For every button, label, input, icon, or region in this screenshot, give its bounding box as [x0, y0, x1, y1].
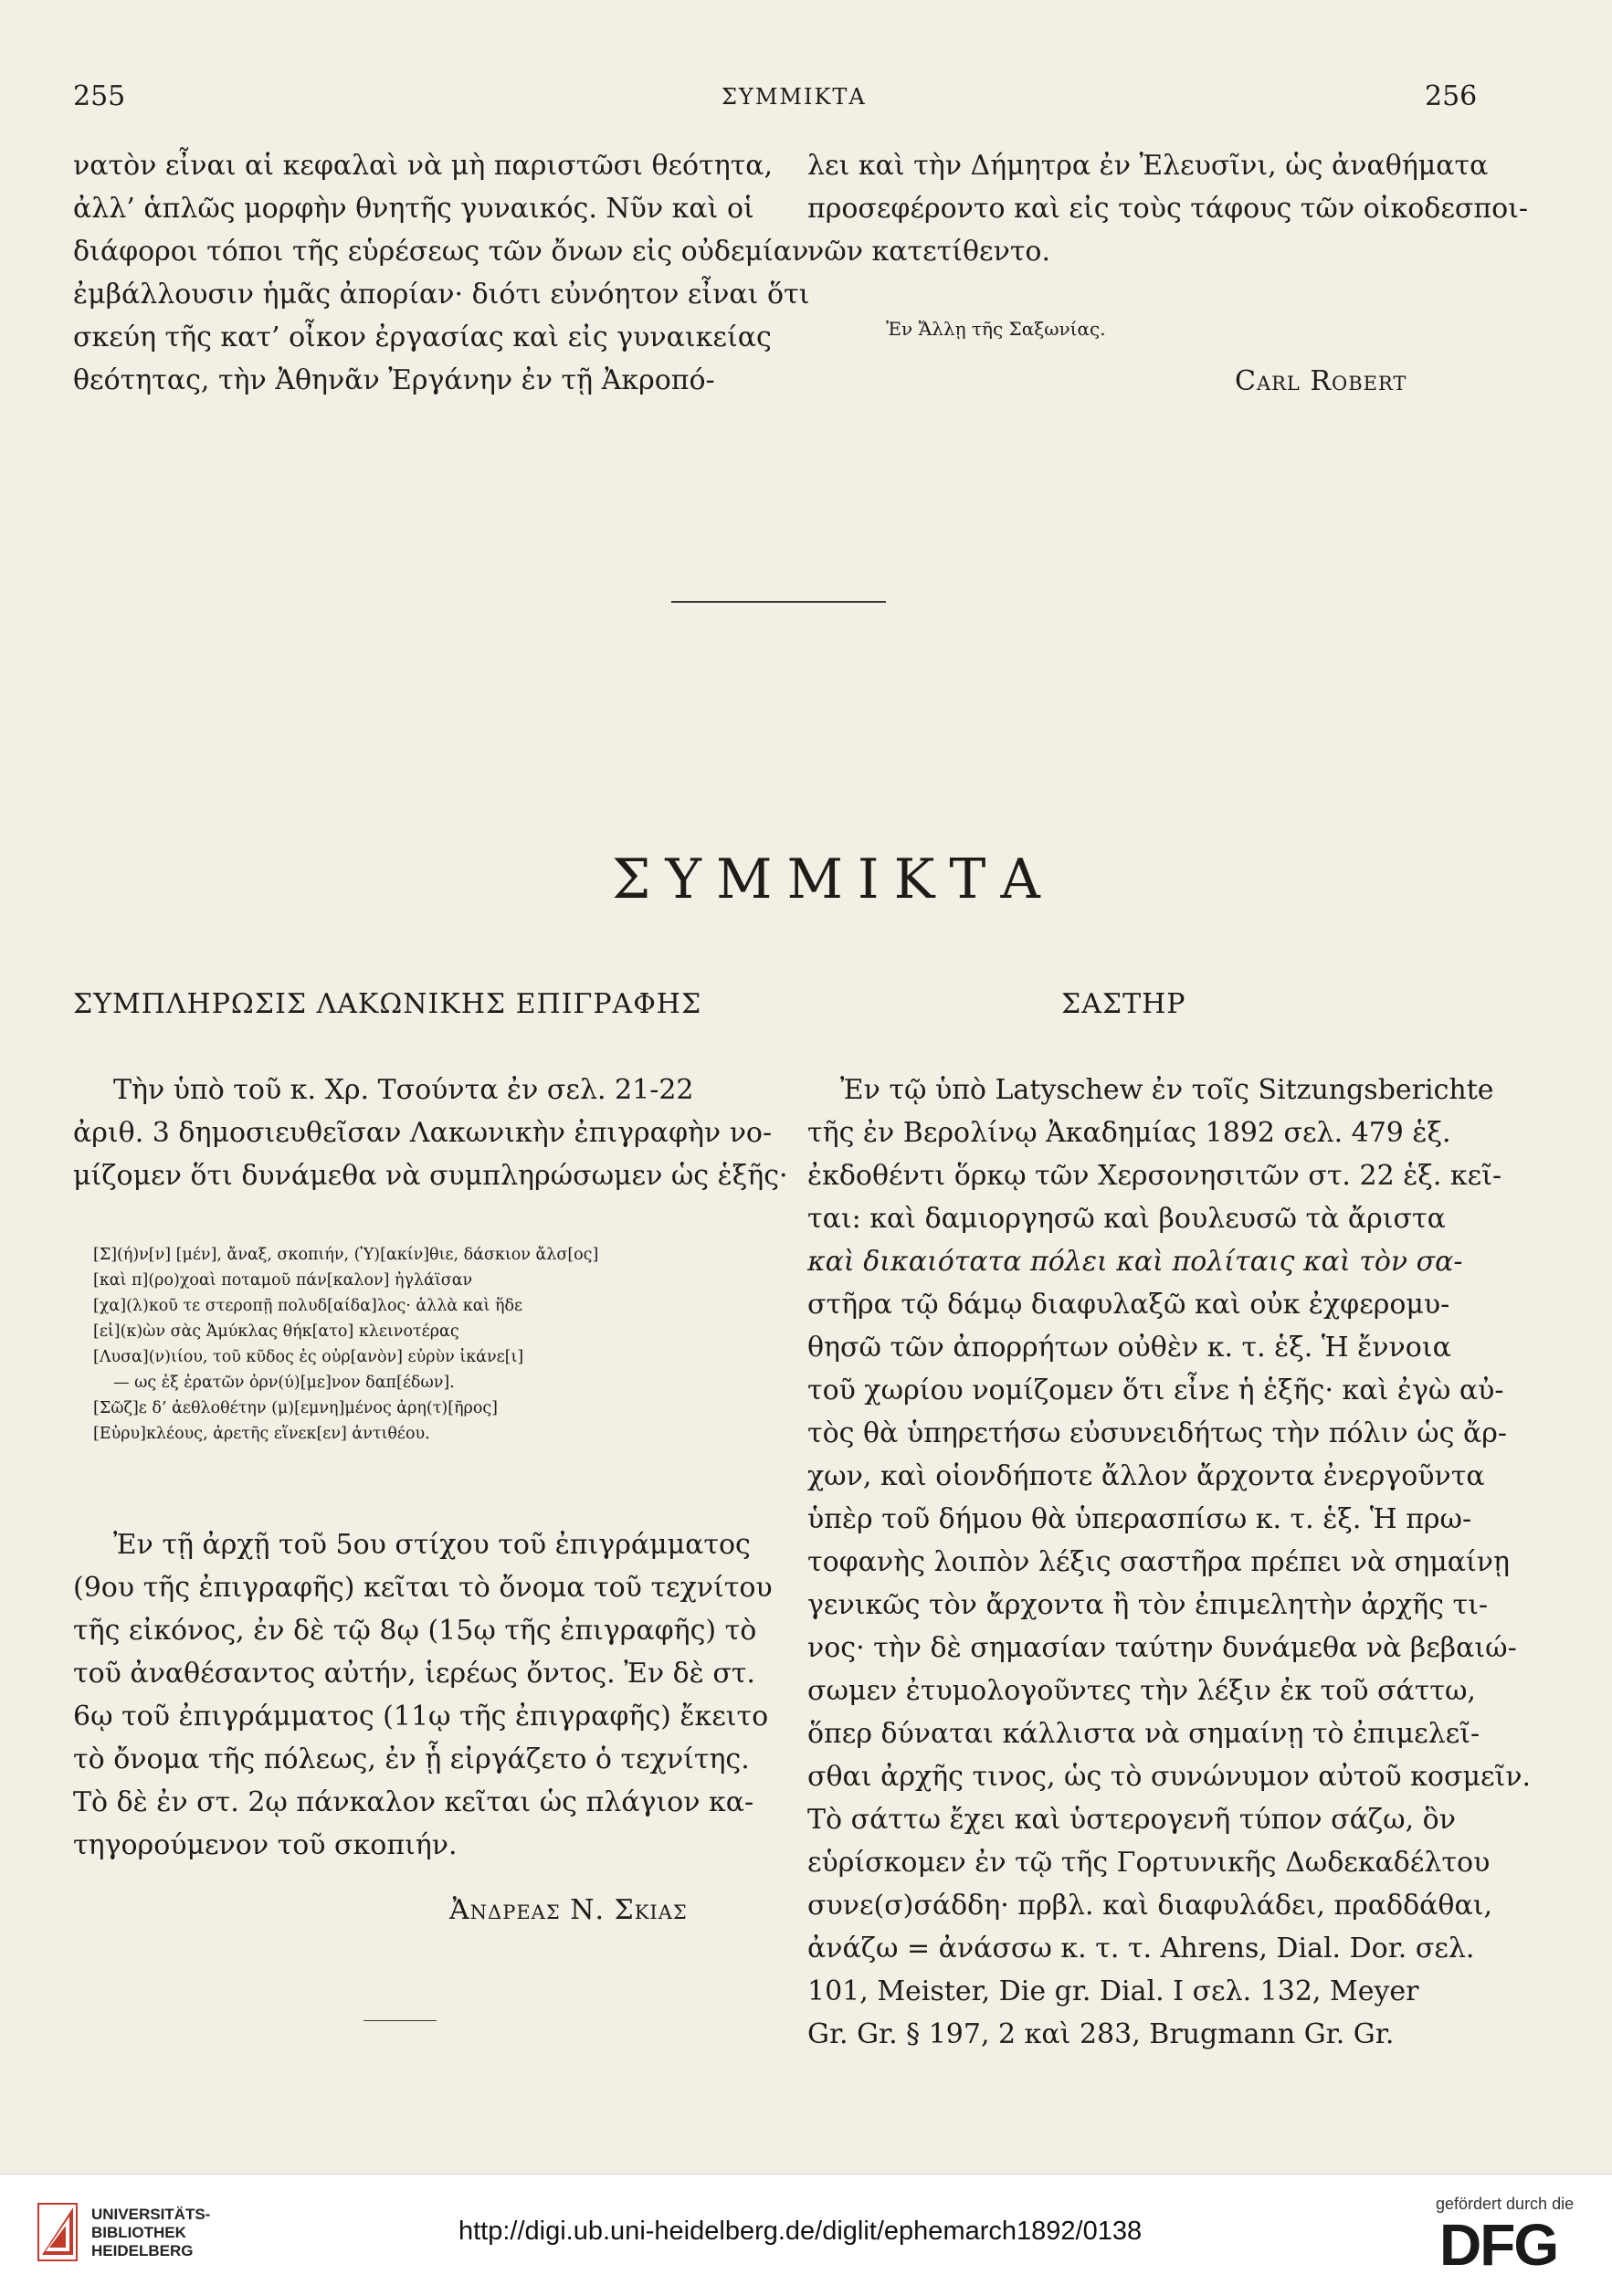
inscription-line: [χα](λ)κοῦ τε στεροπῇ πολυδ[αίδα]λος· ἀλλὰ καὶ ἥδε	[93, 1297, 523, 1315]
library-name-line: UNIVERSITÄTS-	[91, 2206, 211, 2223]
end-rule	[363, 2020, 437, 2021]
text-line: σωμεν ἐτυμολογοῦντες τὴν λέξιν ἐκ τοῦ σάττω,	[807, 1675, 1476, 1707]
text-line: τοφανὴς λοιπὸν λέξις σαστῆρα πρέπει νὰ σημαίνῃ	[807, 1546, 1510, 1578]
text-line: ἐκδοθέντι ὅρκῳ τῶν Χερσονησιτῶν στ. 22 ἑξ. κεῖ-	[807, 1160, 1502, 1192]
inscription-line: [Σῶζ]ε δ’ ἀεθλοθέτην (μ)[εμνη]μένος ἀρη(τ)[ῆρος]	[93, 1399, 499, 1417]
text-line: μίζομεν ὅτι δυνάμεθα νὰ συμπληρώσωμεν ὡς ἑξῆς·	[73, 1160, 788, 1192]
inscription-line: — ως ἐξ ἐρατῶν ὀρν(ύ)[με]νον δαπ[έδων].	[113, 1374, 455, 1392]
text-line: εὑρίσκομεν ἐν τῷ τῆς Γορτυνικῆς Δωδεκαδέλτου	[807, 1847, 1491, 1879]
text-line: συνε(σ)σάδδη· πρβλ. καὶ διαφυλάδει, πραδδάθαι,	[807, 1890, 1493, 1922]
signature-skias: Ἀνδρεας Ν. Σκιας	[449, 1894, 688, 1926]
text-line: νος· τὴν δὲ σημασίαν ταύτην δυνάμεθα νὰ βεβαιώ-	[807, 1632, 1517, 1664]
text-line: γενικῶς τὸν ἄρχοντα ἢ τὸν ἐπιμελητὴν ἀρχῆς τι-	[807, 1589, 1488, 1621]
right-article-body	[807, 1069, 1532, 2056]
digitization-footer	[0, 2174, 1612, 2296]
text-line: Τὴν ὑπὸ τοῦ κ. Χρ. Τσούντα ἐν σελ. 21-22	[113, 1074, 694, 1106]
signature-carl-robert: Carl Robert	[1235, 365, 1407, 397]
text-line: ἀριθ. 3 δημοσιευθεῖσαν Λακωνικὴν ἐπιγραφὴν νο-	[73, 1117, 773, 1149]
text-line: τῆς ἐν Βερολίνῳ Ἀκαδημίας 1892 σελ. 479 ἑξ.	[807, 1117, 1451, 1149]
ub-logo-icon	[37, 2200, 79, 2264]
text-line: θησῶ τῶν ἀπορρήτων οὐθὲν κ. τ. ἑξ. Ἡ ἔννοια	[807, 1332, 1451, 1364]
left-article-intro	[73, 1069, 788, 1197]
text-line: τοῦ ἀναθέσαντος αὐτήν, ἱερέως ὄντος. Ἐν δὲ στ.	[73, 1658, 755, 1690]
library-name-line: HEIDELBERG	[91, 2242, 194, 2259]
inscription-line: [εἰ](κ)ὼν σὰς Ἀμύκλας θήκ[ατο] κλεινοτέρας	[93, 1322, 459, 1341]
text-line: ὑπὲρ τοῦ δήμου θὰ ὑπερασπίσω κ. τ. ἑξ. Ἡ πρω-	[807, 1503, 1472, 1535]
left-article-body	[73, 1523, 773, 1867]
section-divider	[671, 601, 886, 603]
text-line: νῶν κατετίθεντο.	[807, 236, 1051, 268]
text-line: σκεύη τῆς κατ’ οἶκον ἐργασίας καὶ εἰς γυναικείας	[73, 321, 772, 353]
funded-by-label: gefördert durch die	[1436, 2195, 1575, 2213]
inscription-line: [Εὐρυ]κλέους, ἀρετῆς εἵνεκ[εν] ἀντιθέου.	[93, 1425, 430, 1443]
inscription-line: [Λυσα](ν)ιίου, τοῦ κῦδος ἐς οὐρ[ανὸν] εὐρὺν ἱκάνε[ι]	[93, 1348, 524, 1366]
text-line: σθαι ἀρχῆς τινος, ὡς τὸ συνώνυμον αὐτοῦ κοσμεῖν.	[807, 1761, 1532, 1793]
text-line: τῆς εἰκόνος, ἐν δὲ τῷ 8ῳ (15ῳ τῆς ἐπιγραφῆς) τὸ	[73, 1615, 757, 1647]
text-line: τὸ ὄνομα τῆς πόλεως, ἐν ᾗ εἰργάζετο ὁ τεχνίτης.	[73, 1743, 750, 1775]
right-article-heading: ΣΑΣΤΗΡ	[1061, 988, 1186, 1020]
page-number-left: 255	[73, 80, 126, 112]
inscription-block	[93, 1242, 598, 1447]
running-title: ΣΥΜΜΙΚΤΑ	[722, 84, 867, 110]
text-line: τηγορούμενον τοῦ σκοπιήν.	[73, 1829, 458, 1861]
footnote-place: Ἐν Ἄλλῃ τῆς Σαξωνίας.	[886, 318, 1106, 340]
text-line: Ἐν τῇ ἀρχῇ τοῦ 5ου στίχου τοῦ ἐπιγράμματος	[113, 1529, 751, 1561]
text-line: τοῦ χωρίου νομίζομεν ὅτι εἶνε ἡ ἑξῆς· καὶ ἐγὼ αὐ-	[807, 1374, 1504, 1406]
library-name	[91, 2206, 210, 2260]
text-line: στῆρα τῷ δάμῳ διαφυλαξῶ καὶ οὐκ ἐχφερομυ-	[807, 1289, 1450, 1321]
text-line: 6ῳ τοῦ ἐπιγράμματος (11ῳ τῆς ἐπιγραφῆς) ἔκειτο	[73, 1701, 769, 1733]
text-line: προσεφέροντο καὶ εἰς τοὺς τάφους τῶν οἰκοδεσποι-	[807, 193, 1529, 225]
text-line: καὶ δικαιότατα πόλει καὶ πολίταις καὶ τὸν σα-	[807, 1246, 1463, 1278]
text-line: διάφοροι τόποι τῆς εὑρέσεως τῶν ὄνων εἰς οὐδεμίαν	[73, 236, 809, 268]
text-line: νατὸν εἶναι αἱ κεφαλαὶ νὰ μὴ παριστῶσι θεότητα,	[73, 150, 774, 182]
text-line: ται: καὶ δαμιοργησῶ καὶ βουλευσῶ τὰ ἄριστα	[807, 1203, 1446, 1235]
text-line: 101, Meister, Die gr. Dial. I σελ. 132, Meyer	[807, 1975, 1419, 2007]
inscription-line: [Σ](ή)ν[ν] [μέν], ἄναξ, σκοπιήν, (Ὑ)[ακίν]θιε, δάσκιον ἄλσ[ος]	[93, 1246, 599, 1264]
text-line: Τὸ σάττω ἔχει καὶ ὑστερογενῆ τύπον σάζω, ὃν	[807, 1804, 1456, 1836]
text-line: (9ου τῆς ἐπιγραφῆς) κεῖται τὸ ὄνομα τοῦ τεχνίτου	[73, 1572, 773, 1604]
text-line: θεότητας, τὴν Ἀθηνᾶν Ἐργάνην ἐν τῇ Ἀκροπό-	[73, 364, 715, 396]
text-line: ἀλλ’ ἁπλῶς μορφὴν θνητῆς γυναικός. Νῦν καὶ οἱ	[73, 193, 754, 225]
text-line: ὅπερ δύναται κάλλιστα νὰ σημαίνῃ τὸ ἐπιμελεῖ-	[807, 1718, 1480, 1750]
top-right-column	[807, 144, 1529, 273]
dfg-logo: DFG	[1439, 2212, 1558, 2278]
page-number-right: 256	[1425, 80, 1478, 112]
text-line: τὸς θὰ ὑπηρετήσω εὐσυνειδήτως τὴν πόλιν ὡς ἄρ-	[807, 1417, 1507, 1449]
text-line: Ἐν τῷ ὑπὸ Latyschew ἐν τοῖς Sitzungsberichte	[840, 1074, 1494, 1106]
text-line: λει καὶ τὴν Δήμητρα ἐν Ἐλευσῖνι, ὡς ἀναθήματα	[807, 150, 1489, 182]
section-title: ΣΥΜΜΙΚΤΑ	[612, 848, 1055, 911]
left-article-heading: ΣΥΜΠΛΗΡΩΣΙΣ ΛΑΚΩΝΙΚΗΣ ΕΠΙΓΡΑΦΗΣ	[73, 988, 702, 1020]
text-line: χων, καὶ οἱονδήποτε ἄλλον ἄρχοντα ἐνεργοῦντα	[807, 1460, 1485, 1492]
ub-heidelberg-logo	[37, 2200, 79, 2264]
text-line: Gr. Gr. § 197, 2 καὶ 283, Brugmann Gr. Gr.	[807, 2018, 1395, 2050]
text-line: Τὸ δὲ ἐν στ. 2ῳ πάνκαλον κεῖται ὡς πλάγιον κα-	[73, 1786, 754, 1818]
library-name-line: BIBLIOTHEK	[91, 2224, 186, 2241]
top-left-column	[73, 144, 810, 402]
text-line: ἀνάζω = ἀνάσσω κ. τ. τ. Ahrens, Dial. Dor. σελ.	[807, 1933, 1475, 1964]
inscription-line: [καὶ π](ρο)χοαὶ ποταμοῦ πάν[καλον] ἠγλάϊσαν	[93, 1271, 473, 1290]
source-url-link[interactable]: http://digi.ub.uni-heidelberg.de/diglit/ephemarch1892/0138	[458, 2217, 1143, 2246]
text-line: ἐμβάλλουσιν ἡμᾶς ἀπορίαν· διότι εὐνόητον εἶναι ὅτι	[73, 279, 810, 311]
